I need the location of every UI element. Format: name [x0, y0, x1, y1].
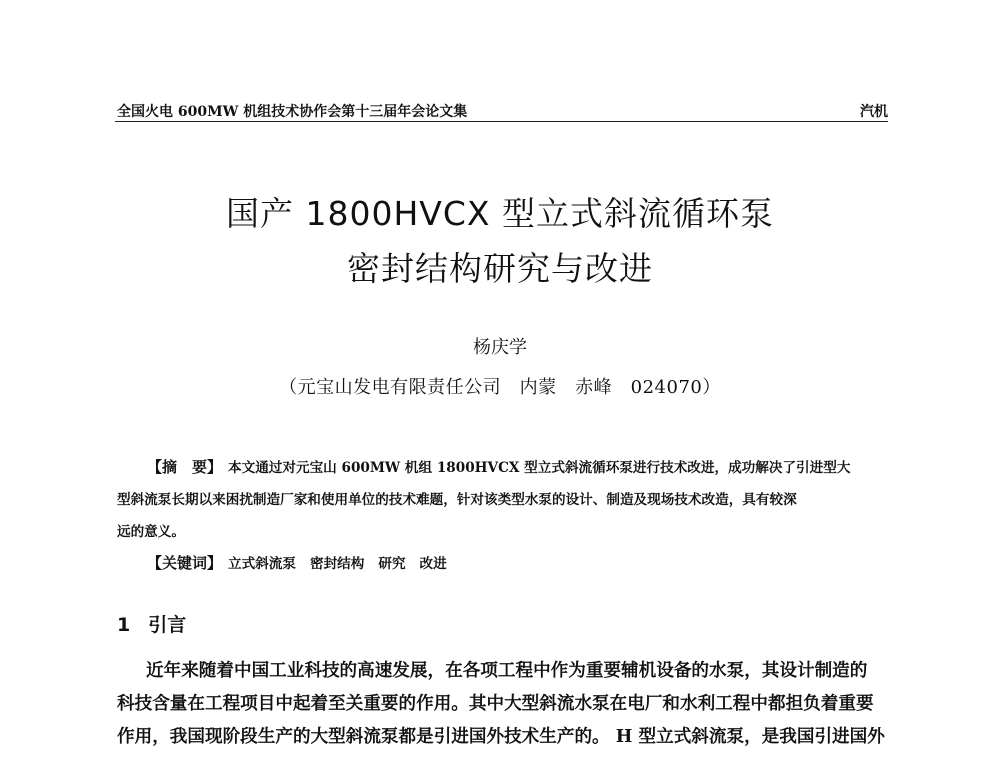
- body-line-3: 作用，我国现阶段生产的大型斜流泵都是引进国外技术生产的。 H 型立式斜流泵，是我国引进国外: [117, 726, 885, 747]
- author: 杨庆学: [473, 337, 527, 358]
- abstract-label: 【摘 要】: [147, 458, 223, 476]
- keywords-label: 【关键词】: [147, 554, 223, 572]
- abstract-line-1: [147, 456, 920, 477]
- running-header-right: 汽机: [860, 104, 888, 120]
- affiliation: （元宝山发电有限责任公司 内蒙 赤峰 024070）: [279, 377, 721, 398]
- abstract-line-2: 型斜流泵长期以来困扰制造厂家和使用单位的技术难题，针对该类型水泵的设计、制造及现场技术改造，具有较深: [117, 492, 797, 508]
- keyword: 研究: [378, 556, 406, 572]
- body-line-1: 近年来随着中国工业科技的高速发展，在各项工程中作为重要辅机设备的水泵，其设计制造的: [146, 660, 868, 681]
- abstract-text: 本文通过对元宝山 600MW 机组 1800HVCX 型立式斜流循环泵进行技术改进，成功解决了引进型大: [228, 460, 851, 476]
- keyword: 立式斜流泵: [228, 556, 296, 572]
- keywords: [147, 552, 920, 573]
- section-heading: [117, 610, 204, 637]
- running-header-left: 全国火电 600MW 机组技术协作会第十三届年会论文集: [117, 104, 468, 120]
- keyword: 密封结构: [309, 556, 365, 572]
- title-line-2: 密封结构研究与改进: [347, 249, 653, 288]
- section-number: 1: [117, 614, 131, 636]
- header-rule: [115, 121, 888, 122]
- body-line-2: 科技含量在工程项目中起着至关重要的作用。其中大型斜流水泵在电厂和水利工程中都担负着重要: [117, 693, 874, 714]
- abstract-line-3: 远的意义。: [117, 524, 185, 540]
- title-line-1: 国产 1800HVCX 型立式斜流循环泵: [226, 194, 774, 233]
- section-title: 引言: [148, 614, 187, 636]
- keyword: 改进: [419, 556, 447, 572]
